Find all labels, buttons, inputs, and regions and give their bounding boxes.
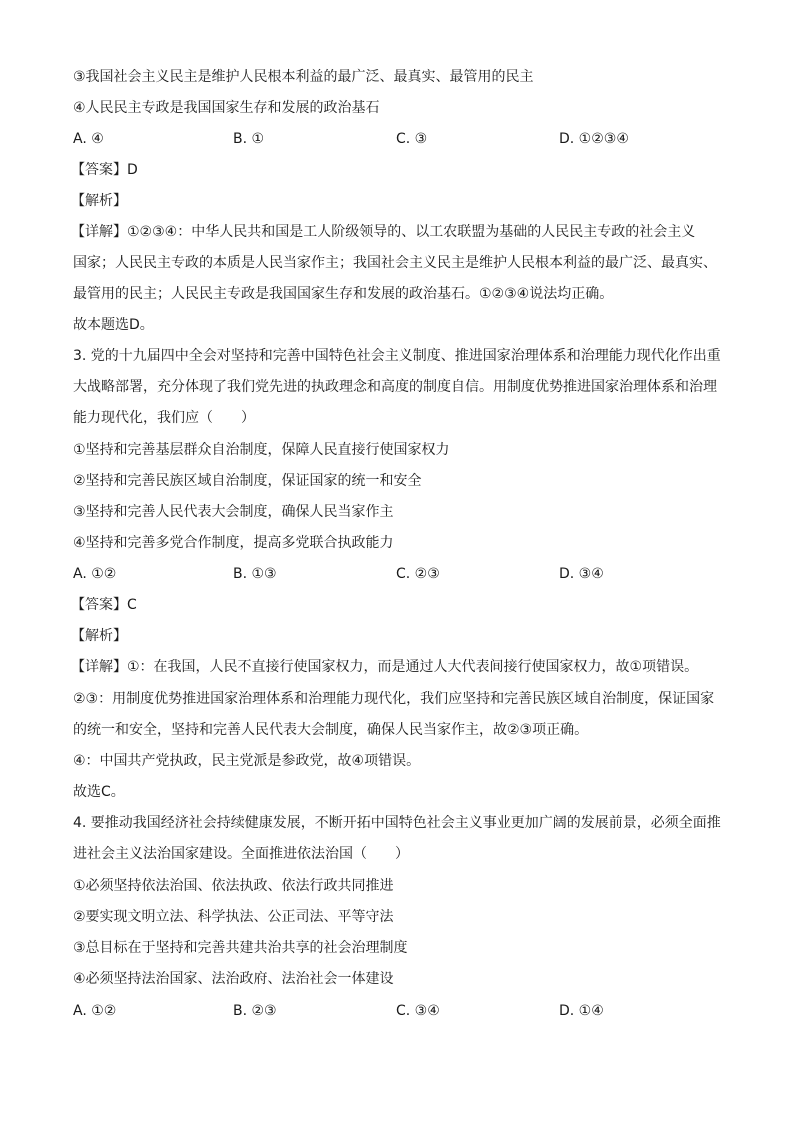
q3-detail-line-4: ④：中国共产党执政，民主党派是参政党，故④项错误。 (73, 753, 421, 769)
q2-answer (71, 160, 724, 180)
q2-analysis-tag: 【解析】 (71, 193, 127, 209)
q4-statement-3: ③总目标在于坚持和完善共建共治共享的社会治理制度 (73, 940, 408, 956)
q4-option-a: A. ①② (73, 1003, 117, 1019)
q3-detail-line-2: ②③：用制度优势推进国家治理体系和治理能力现代化，我们应坚持和完善民族区域自治制度，保证国家 (73, 691, 715, 707)
q3-statement-3: ③坚持和完善人民代表大会制度，确保人民当家作主 (73, 504, 394, 520)
q3-stem-line-3: 能力现代化，我们应（ ） (73, 410, 255, 426)
q4-statement-4: ④必须坚持法治国家、法治政府、法治社会一体建设 (73, 971, 394, 987)
q2-option-a: A. ④ (73, 131, 104, 147)
q3-stem-line-2: 大战略部署，充分体现了我们党先进的执政理念和高度的制度自信。用制度优势推进国家治理体系和治理 (73, 379, 717, 395)
answer-value: C (127, 597, 137, 613)
q3-option-c: C. ②③ (396, 566, 440, 582)
q2-conclusion: 故本题选D。 (73, 317, 154, 333)
detail-tag: 【详解】 (71, 224, 127, 240)
q3-stem-line-1: 3. 党的十九届四中全会对坚持和完善中国特色社会主义制度、推进国家治理体系和治理能力现代化作出重 (73, 348, 721, 364)
detail-tag: 【详解】 (71, 659, 127, 675)
q3-statement-1: ①坚持和完善基层群众自治制度，保障人民直接行使国家权力 (73, 442, 450, 458)
q2-option-c: C. ③ (396, 131, 428, 147)
q3-option-b: B. ①③ (233, 566, 277, 582)
answer-value: D (127, 162, 138, 178)
answer-tag: 【答案】 (71, 597, 127, 613)
q3-detail-line-3: 的统一和安全，坚持和完善人民代表大会制度，确保人民当家作主，故②③项正确。 (73, 722, 589, 738)
q4-option-b: B. ②③ (233, 1003, 277, 1019)
q4-stem-line-1: 4. 要推动我国经济社会持续健康发展，不断开拓中国特色社会主义事业更加广阔的发展前景，必须全面推 (73, 815, 721, 831)
q3-detail-line-1 (71, 657, 724, 677)
detail-text: ①：在我国，人民不直接行使国家权力，而是通过人大代表间接行使国家权力，故①项错误。 (127, 659, 699, 675)
q2-statement-3: ③我国社会主义民主是维护人民根本利益的最广泛、最真实、最管用的民主 (73, 69, 534, 85)
q2-statement-4: ④人民民主专政是我国国家生存和发展的政治基石 (73, 100, 380, 116)
q3-analysis-tag: 【解析】 (71, 628, 127, 644)
q2-detail-line-1 (71, 222, 724, 242)
q3-option-a: A. ①② (73, 566, 117, 582)
q3-statement-4: ④坚持和完善多党合作制度，提高多党联合执政能力 (73, 535, 394, 551)
q3-conclusion: 故选C。 (73, 784, 125, 800)
q2-option-b: B. ① (233, 131, 265, 147)
q4-option-d: D. ①④ (559, 1003, 604, 1019)
q2-option-d: D. ①②③④ (559, 131, 629, 147)
q3-option-d: D. ③④ (559, 566, 604, 582)
detail-text: ①②③④：中华人民共和国是工人阶级领导的、以工农联盟为基础的人民民主专政的社会主义 (127, 224, 696, 240)
q3-answer (71, 595, 724, 615)
q4-statement-1: ①必须坚持依法治国、依法执政、依法行政共同推进 (73, 878, 394, 894)
q2-detail-line-3: 最管用的民主；人民民主专政是我国国家生存和发展的政治基石。①②③④说法均正确。 (73, 286, 614, 302)
q2-detail-line-2: 国家；人民民主专政的本质是人民当家作主；我国社会主义民主是维护人民根本利益的最广泛、最真实、 (73, 255, 717, 271)
q4-stem-line-2: 进社会主义法治国家建设。全面推进依法治国（ ） (73, 846, 409, 862)
q3-statement-2: ②坚持和完善民族区域自治制度，保证国家的统一和安全 (73, 473, 422, 489)
q4-statement-2: ②要实现文明立法、科学执法、公正司法、平等守法 (73, 909, 394, 925)
q4-option-c: C. ③④ (396, 1003, 440, 1019)
answer-tag: 【答案】 (71, 162, 127, 178)
